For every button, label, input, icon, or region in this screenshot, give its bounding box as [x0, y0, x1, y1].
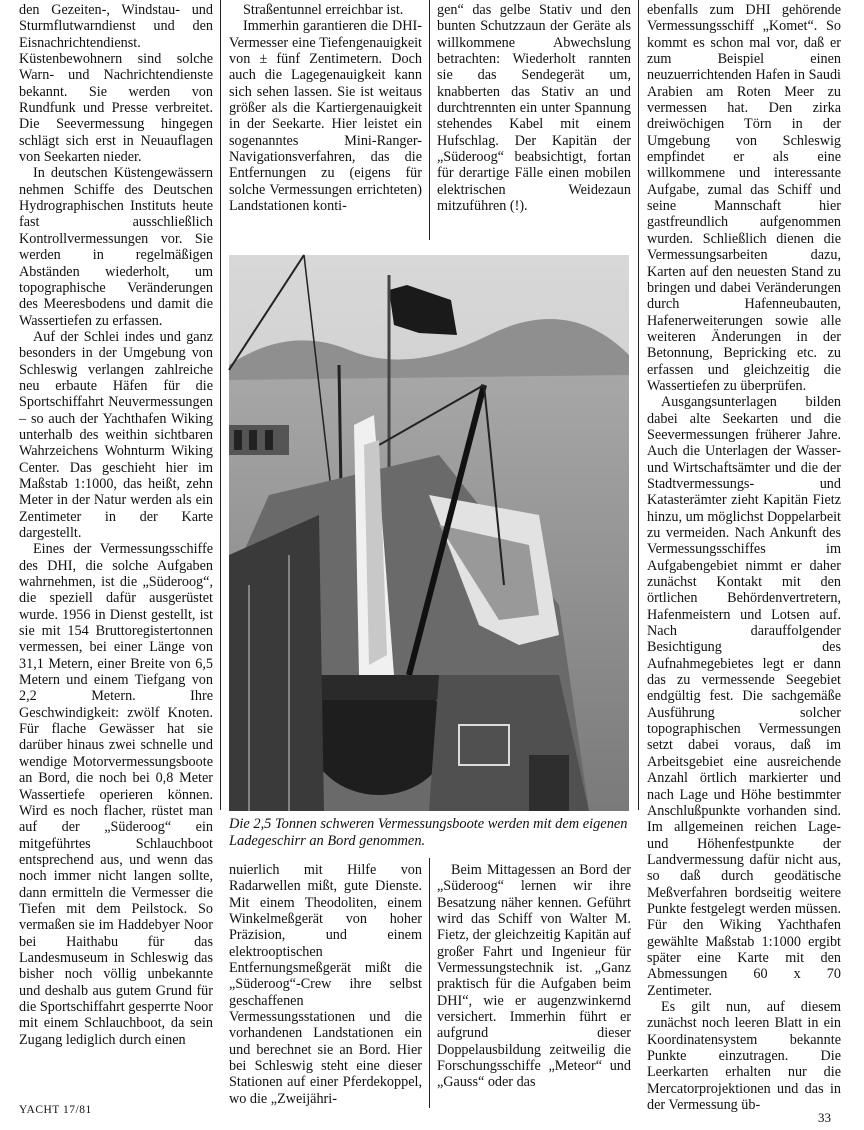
paragraph: Immerhin garantieren die DHI-Vermesser eine Tiefengenauigkeit von ± fünf Zentimetern. Doch auch die Lagegenauigkeit kann sich sehen lassen. Sie ist weitaus größer als die Kartiergenauigkeit in der Seekarte. Hier leistet ein sogenanntes Mini-Ranger-Navigationsverfahren, das die Entfernungen zu (eigens für solche Vermessungen errichteten) Landstationen konti- [229, 18, 422, 215]
column-rule [638, 0, 639, 810]
column-rule [429, 858, 430, 1108]
magazine-issue: YACHT 17/81 [19, 1104, 92, 1116]
paragraph: Auf der Schlei indes und ganz besonders in der Umgebung von Schleswig verlangen zahlreiche neu erbaute Häfen für die Sportschiffahrt Neuvermessungen – so auch der Yachthafen Wiking unterhalb des weithin sichtbaren Wahrzeichens Wohnturm Wiking Center. Das geschieht hier im Maßstab 1:1000, das heißt, zehn Meter in der Natur werden als ein Zentimeter in der Karte dargestellt. [19, 328, 213, 541]
article-column-3-top [437, 2, 631, 240]
article-column-3-bottom [437, 862, 631, 1107]
article-column-4 [647, 2, 841, 1114]
page-number: 33 [818, 1110, 831, 1125]
paragraph: Beim Mittagessen an Bord der „Süderoog“ lernen wir ihre Besatzung näher kennen. Geführt wird das Schiff von Walter M. Fietz, der gleichzeitig Kapitän auf großer Fahrt und Ingenieur für Vermessungstechnik ist. „Ganz praktisch für die Aufgaben beim DHI“, wie er augenzwinkernd versichert. Immerhin führt er aufgrund dieser Doppelausbildung zeitweilig die Forschungsschiffe „Meteor“ und „Gauss“ oder das [437, 862, 631, 1091]
column-rule [429, 0, 430, 240]
paragraph: nuierlich mit Hilfe von Radarwellen mißt, gute Dienste. Mit einem Theodoliten, einem Winkelmeßgerät von hoher Präzision, und einem elektrooptischen Entfernungsmeßgerät mißt die „Süderoog“-Crew ihre selbst geschaffenen Vermessungsstationen und die vorhandenen Landstationen ein und berechnet sie an Bord. Hier bei Schleswig steht eine dieser Stationen auf einer Pferdekoppel, wo die „Zweijähri- [229, 862, 422, 1107]
paragraph: In deutschen Küstengewässern nehmen Schiffe des Deutschen Hydrographischen Instituts heute fast ausschließlich Kontrollvermessungen vor. Sie werden in regelmäßigen Abständen wiederholt, um topographische Veränderungen des Meeresbodens und damit die Wassertiefen zu erfassen. [19, 165, 213, 329]
photo-caption: Die 2,5 Tonnen schweren Vermessungsboote werden mit dem eigenen Ladegeschirr an Bord genommen. [229, 816, 628, 849]
paragraph: den Gezeiten-, Windstau- und Sturmflutwarndienst und den Eisnachrichtendienst. Küstenbewohnern sind solche Warn- und Nachrichtendienste bekannt. Sie werden von Rundfunk und Presse verbreitet. Die Seevermessung hingegen schlägt sich erst in Neuauflagen von Seekarten nieder. [19, 2, 213, 166]
paragraph: gen“ das gelbe Stativ und den bunten Schutzzaun der Geräte als willkommene Abwechslung betrachten: Wiederholt rannten sie das Sendegerät um, knabberten das Stativ an und durchtrennten ein unter Spannung stehendes Kabel mit einem Hufschlag. Der Kapitän der „Süderoog“ beabsichtigt, fortan für derartige Fälle einen mobilen elektrischen Weidezaun mitzuführen (!). [437, 2, 631, 215]
paragraph: Straßentunnel erreichbar ist. [243, 2, 404, 18]
article-column-2-top [229, 2, 422, 240]
article-column-2-bottom [229, 862, 422, 1107]
paragraph: Es gilt nun, auf diesem zunächst noch leeren Blatt in ein Koordinatensystem bekannte Punkte einzutragen. Die Leerkarten erhalten nur die Mercatorprojektionen und das in der Vermessung üb- [647, 998, 841, 1114]
paragraph: Ausgangsunterlagen bilden dabei alte Seekarten und die Seevermessungen früherer Jahre. Auch die Unterlagen der Wasser- und Wirtschaftsämter und die der Stadtvermessungs- und Katasterämter zieht Kapitän Fietz hinzu, um möglichst Doppelarbeit zu vermeiden. Nach Ankunft des Vermessungsschiffes im Aufgabengebiet nimmt er daher zunächst Kontakt mit den örtlichen Behördenvertretern, Hafenmeistern und Lotsen auf. Nach darauffolgender Besichtigung des Aufnahmegebietes legt er dann das zu vermessende Seegebiet endgültig fest. Die sachgemäße Ausführung solcher topographischen Vermessungen setzt dabei voraus, daß im Arbeitsgebiet eine ausreichende Anzahl örtlich markierter und nach Lage und Höhe bestimmter Anschlußpunkte vorhanden sind. Im allgemeinen reichen Lage- und Höhenfestpunkte der Landvermessung dafür nicht aus, so daß durch geodätische Meßverfahren bordseitig weitere Punkte festgelegt werden müssen. Für den Wiking Yachthafen gewählte Maßstab 1:1000 ergibt später eine Karte mit den Abmessungen 60 x 70 Zentimeter. [647, 394, 841, 999]
column-rule [220, 0, 221, 810]
paragraph: ebenfalls zum DHI gehörende Vermessungsschiff „Komet“. So kommt es schon mal vor, daß er zum Beispiel einen neuzuerrichtenden Hafen in Saudi Arabien am Roten Meer zu vermessen hat. Den zirka dreiwöchigen Törn in der Umgebung von Schleswig empfindet er als eine willkommene und interessante Aufgabe, zumal das Schiff und seine Mannschaft hier gastfreundlich aufgenommen wurden. Schließlich dienen die Vermessungsarbeiten dazu, Karten auf den neuesten Stand zu bringen und dabei Veränderungen durch Hafenneubauten, Hafenerweiterungen sowie alle weiteren Änderungen in der Betonnung, Bepricking etc. zu erfassen und gleichzeitig die Wassertiefen zu überprüfen. [647, 2, 841, 394]
article-column-1 [19, 2, 213, 1048]
paragraph: Eines der Vermessungsschiffe des DHI, die solche Aufgaben wahrnehmen, ist die „Süderoog“, die speziell dafür ausgerüstet wurde. 1956 in Dienst gestellt, ist sie mit 154 Bruttoregistertonnen vermessen, bei einer Länge von 31,1 Metern, einer Breite von 6,5 Metern und einem Tiefgang von 2,2 Metern. Ihre Geschwindigkeit: zwölf Knoten. Für flache Gewässer hat sie darüber hinaus zwei schnelle und wendige Motorvermessungsboote an Bord, die noch bei 0,8 Meter Wassertiefe operieren können. Wird es noch flacher, rüstet man auf der „Süderoog“ ein mitgeführtes Schlauchboot entsprechend aus, und wenn das noch immer nicht langen sollte, dann ermitteln die Vermesser die Tiefen mit dem Peilstock. So vermaßen sie im Haddebyer Noor bei Haithabu für das Landesmuseum in Schleswig das bisher noch völlig unbekannte und deshalb aus gutem Grund für die Sportschiffahrt gesperrte Noor mit einem Schlauchboot, da sein Zugang lediglich durch einen [19, 541, 213, 1048]
ship-photo [229, 255, 629, 811]
